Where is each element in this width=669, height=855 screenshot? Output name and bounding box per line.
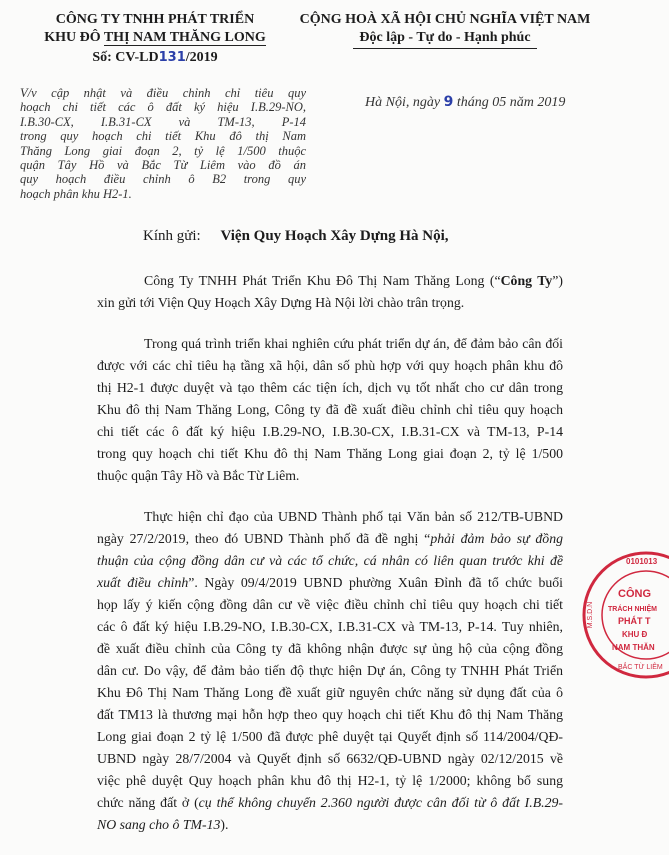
text-segment: xin gửi tới Viện Quy Hoạch Xây Dựng Hà Nội lời chào trân trọng. — [97, 295, 465, 310]
svg-text:M.S.D.N: M.S.D.N — [587, 601, 594, 629]
svg-text:BẮC TỪ LIÊM: BẮC TỪ LIÊM — [618, 664, 663, 671]
italic-text: cụ thể không chuyển 2.360 người được cân đối từ ô đất I.B.29- — [198, 795, 563, 810]
text-segment: Khu đô thị Nam Thăng Long, Công ty đã đề xuất điều chỉnh chỉ tiêu quy hoạch — [97, 402, 563, 417]
date-prefix: Hà Nội, ngày — [365, 95, 444, 110]
text-segment: dân cư. Do vậy, để đảm bảo tiến độ thực hiện Dự án, Công ty TNHH Phát Triển — [97, 663, 563, 678]
text-segment: ngày 27/2/2019, theo đó UBND Thành phố đã đề nghị “ — [97, 531, 431, 546]
text-segment: UBND ngày 28/7/2004 và Quyết định số 6632/QĐ-UBND ngày 02/12/2015 về — [97, 751, 563, 766]
subject-line: hoạch chi tiết các ô đất ký hiệu I.B.29-NO, — [20, 100, 306, 115]
text-segment: Trong quá trình triển khai nghiên cứu phát triển dự án, để đảm bảo cân đối — [144, 336, 563, 351]
text-segment: đất TM13 là thương mại hỗn hợp theo quy hoạch chi tiết Khu đô thị Nam Thăng — [97, 707, 563, 722]
company-name-line2-b: THỊ NAM THĂNG LONG — [103, 30, 266, 45]
text-segment: ). — [220, 817, 229, 832]
recipient-name: Viện Quy Hoạch Xây Dựng Hà Nội, — [220, 228, 449, 244]
paragraph-line — [97, 506, 563, 528]
paragraph-line — [97, 421, 563, 443]
svg-text:PHÁT T: PHÁT T — [618, 616, 651, 626]
paragraph-line — [97, 638, 563, 660]
text-segment: Long giai đoạn 2 tỷ lệ 1/500 đã được phê duyệt tại Quyết định số 114/2004/QĐ- — [97, 729, 563, 744]
paragraph-line — [97, 616, 563, 638]
subject-line: V/v cập nhật và điều chỉnh chỉ tiêu quy — [20, 86, 306, 100]
paragraph-line — [97, 270, 563, 292]
document-number-handwritten: 131 — [158, 50, 186, 65]
text-segment: chi tiết các ô đất ký hiệu I.B.29-NO, I.B.30-CX, I.B.31-CX và TM-13, P-14 — [97, 424, 563, 439]
paragraph-line — [97, 399, 563, 421]
company-name — [30, 12, 280, 66]
paragraph-2 — [97, 333, 563, 487]
paragraph-line — [97, 333, 563, 355]
subject-line: quy hoạch điều chỉnh ô B2 trong quy — [20, 172, 306, 187]
document-number-prefix: Số: CV-LD — [92, 50, 159, 65]
document-date — [365, 94, 565, 111]
text-segment: ”) — [552, 273, 563, 288]
svg-text:KHU Đ: KHU Đ — [622, 630, 648, 639]
subject-line: quận Tây Hồ và Bắc Từ Liêm vào đồ án — [20, 158, 306, 173]
svg-text:CÔNG: CÔNG — [618, 588, 651, 600]
paragraph-line — [97, 572, 563, 594]
bold-text: Công Ty — [500, 273, 553, 288]
paragraph-line — [97, 355, 563, 377]
paragraph-line — [97, 528, 563, 550]
national-motto — [295, 12, 595, 46]
paragraph-line — [97, 770, 563, 792]
text-segment: họp lấy ý kiến cộng đồng dân cư về việc điều chỉnh chỉ tiêu quy hoạch chi tiết — [97, 597, 563, 612]
paragraph-line — [97, 594, 563, 616]
svg-text:TRÁCH NHIỆM: TRÁCH NHIỆM — [608, 606, 657, 613]
text-segment: các ô đất ký hiệu I.B.29-NO, I.B.30-CX, I.B.31-CX và TM-13, P-14. Tuy nhiên, — [97, 619, 563, 634]
svg-text:NAM THĂN: NAM THĂN — [612, 643, 655, 652]
text-segment: Thực hiện chỉ đạo của UBND Thành phố tại Văn bản số 212/TB-UBND — [144, 509, 563, 524]
text-segment: được với các chỉ tiêu hạ tầng xã hội, dân số phù hợp với quy hoạch phân khu đô — [97, 358, 563, 373]
italic-text: phải đảm bảo sự đồng — [430, 531, 564, 546]
paragraph-line — [97, 814, 563, 836]
recipient-label: Kính gửi: — [143, 228, 201, 244]
italic-text: xuất điều chỉnh — [97, 575, 189, 590]
text-segment: ”. Ngày 09/4/2019 UBND phường Xuân Đỉnh đã tổ chức buổi — [188, 575, 564, 590]
text-segment: thị H2-1 được duyệt và tạo thêm các tiện ích, dịch vụ tốt nhất cho cư dân trong — [97, 380, 563, 395]
italic-text: thuận của cộng đồng dân cư và các tổ chức, cá nhân có liên quan trước khi đề — [97, 553, 563, 568]
paragraph-line — [97, 792, 563, 814]
text-segment: việc phê duyệt Quy hoạch phân khu đô thị H2-1, tỷ lệ 1/2000; không bổ sung — [97, 773, 563, 788]
text-segment: trong quy hoạch chi tiết Khu đô thị Nam Thăng Long giai đoạn 2, tỷ lệ 1/500 — [97, 446, 563, 461]
paragraph-line — [97, 465, 563, 487]
subject-block — [20, 86, 306, 201]
subject-line: I.B.30-CX, I.B.31-CX và TM-13, P-14 — [20, 114, 306, 129]
motto — [295, 30, 595, 46]
country-name: CỘNG HOÀ XÃ HỘI CHỦ NGHĨA VIỆT NAM — [299, 12, 591, 27]
subject-line: Thăng Long giai đoạn 2, tỷ lệ 1/500 thuộc — [20, 143, 306, 158]
paragraph-line — [97, 377, 563, 399]
italic-text: NO sang cho ô TM-13 — [97, 817, 221, 832]
recipient — [143, 228, 449, 245]
subject-line: hoạch phân khu H2-1. — [20, 186, 132, 201]
paragraph-line — [97, 443, 563, 465]
date-day-handwritten: 9 — [443, 94, 454, 110]
document-number-suffix: /2019 — [185, 50, 218, 65]
svg-text:0101013: 0101013 — [626, 557, 658, 566]
document-number — [30, 50, 280, 66]
company-seal — [578, 545, 669, 685]
paragraph-line — [97, 748, 563, 770]
text-segment: thuộc quận Tây Hồ và Bắc Từ Liêm. — [97, 468, 300, 483]
paragraph-line — [97, 292, 563, 314]
text-segment: chức năng đất ở ( — [97, 795, 199, 810]
letter-body — [97, 270, 563, 855]
motto-text: Độc lập - Tự do - Hạnh phúc — [353, 30, 536, 49]
paragraph-line — [97, 726, 563, 748]
paragraph-line — [97, 704, 563, 726]
paragraph-line — [97, 682, 563, 704]
date-suffix: tháng 05 năm 2019 — [453, 95, 566, 110]
text-segment: đề xuất điều chỉnh của Công ty đã không nhận được sự ủng hộ của cộng đồng — [97, 641, 563, 656]
paragraph-line — [97, 550, 563, 572]
text-segment: Công Ty TNHH Phát Triển Khu Đô Thị Nam Thăng Long (“ — [144, 273, 501, 288]
paragraph-1 — [97, 270, 563, 314]
text-segment: Khu Đô Thị Nam Thăng Long đề xuất giữ nguyên chức năng sử dụng đất của ô — [97, 685, 563, 700]
company-name-line1: CÔNG TY TNHH PHÁT TRIỂN — [55, 12, 255, 27]
subject-line: trong quy hoạch chi tiết Khu đô thị Nam — [20, 129, 306, 144]
paragraph-3 — [97, 506, 563, 836]
company-name-line2-a: KHU ĐÔ — [44, 30, 104, 45]
paragraph-line — [97, 660, 563, 682]
company-name-line2 — [30, 30, 280, 46]
